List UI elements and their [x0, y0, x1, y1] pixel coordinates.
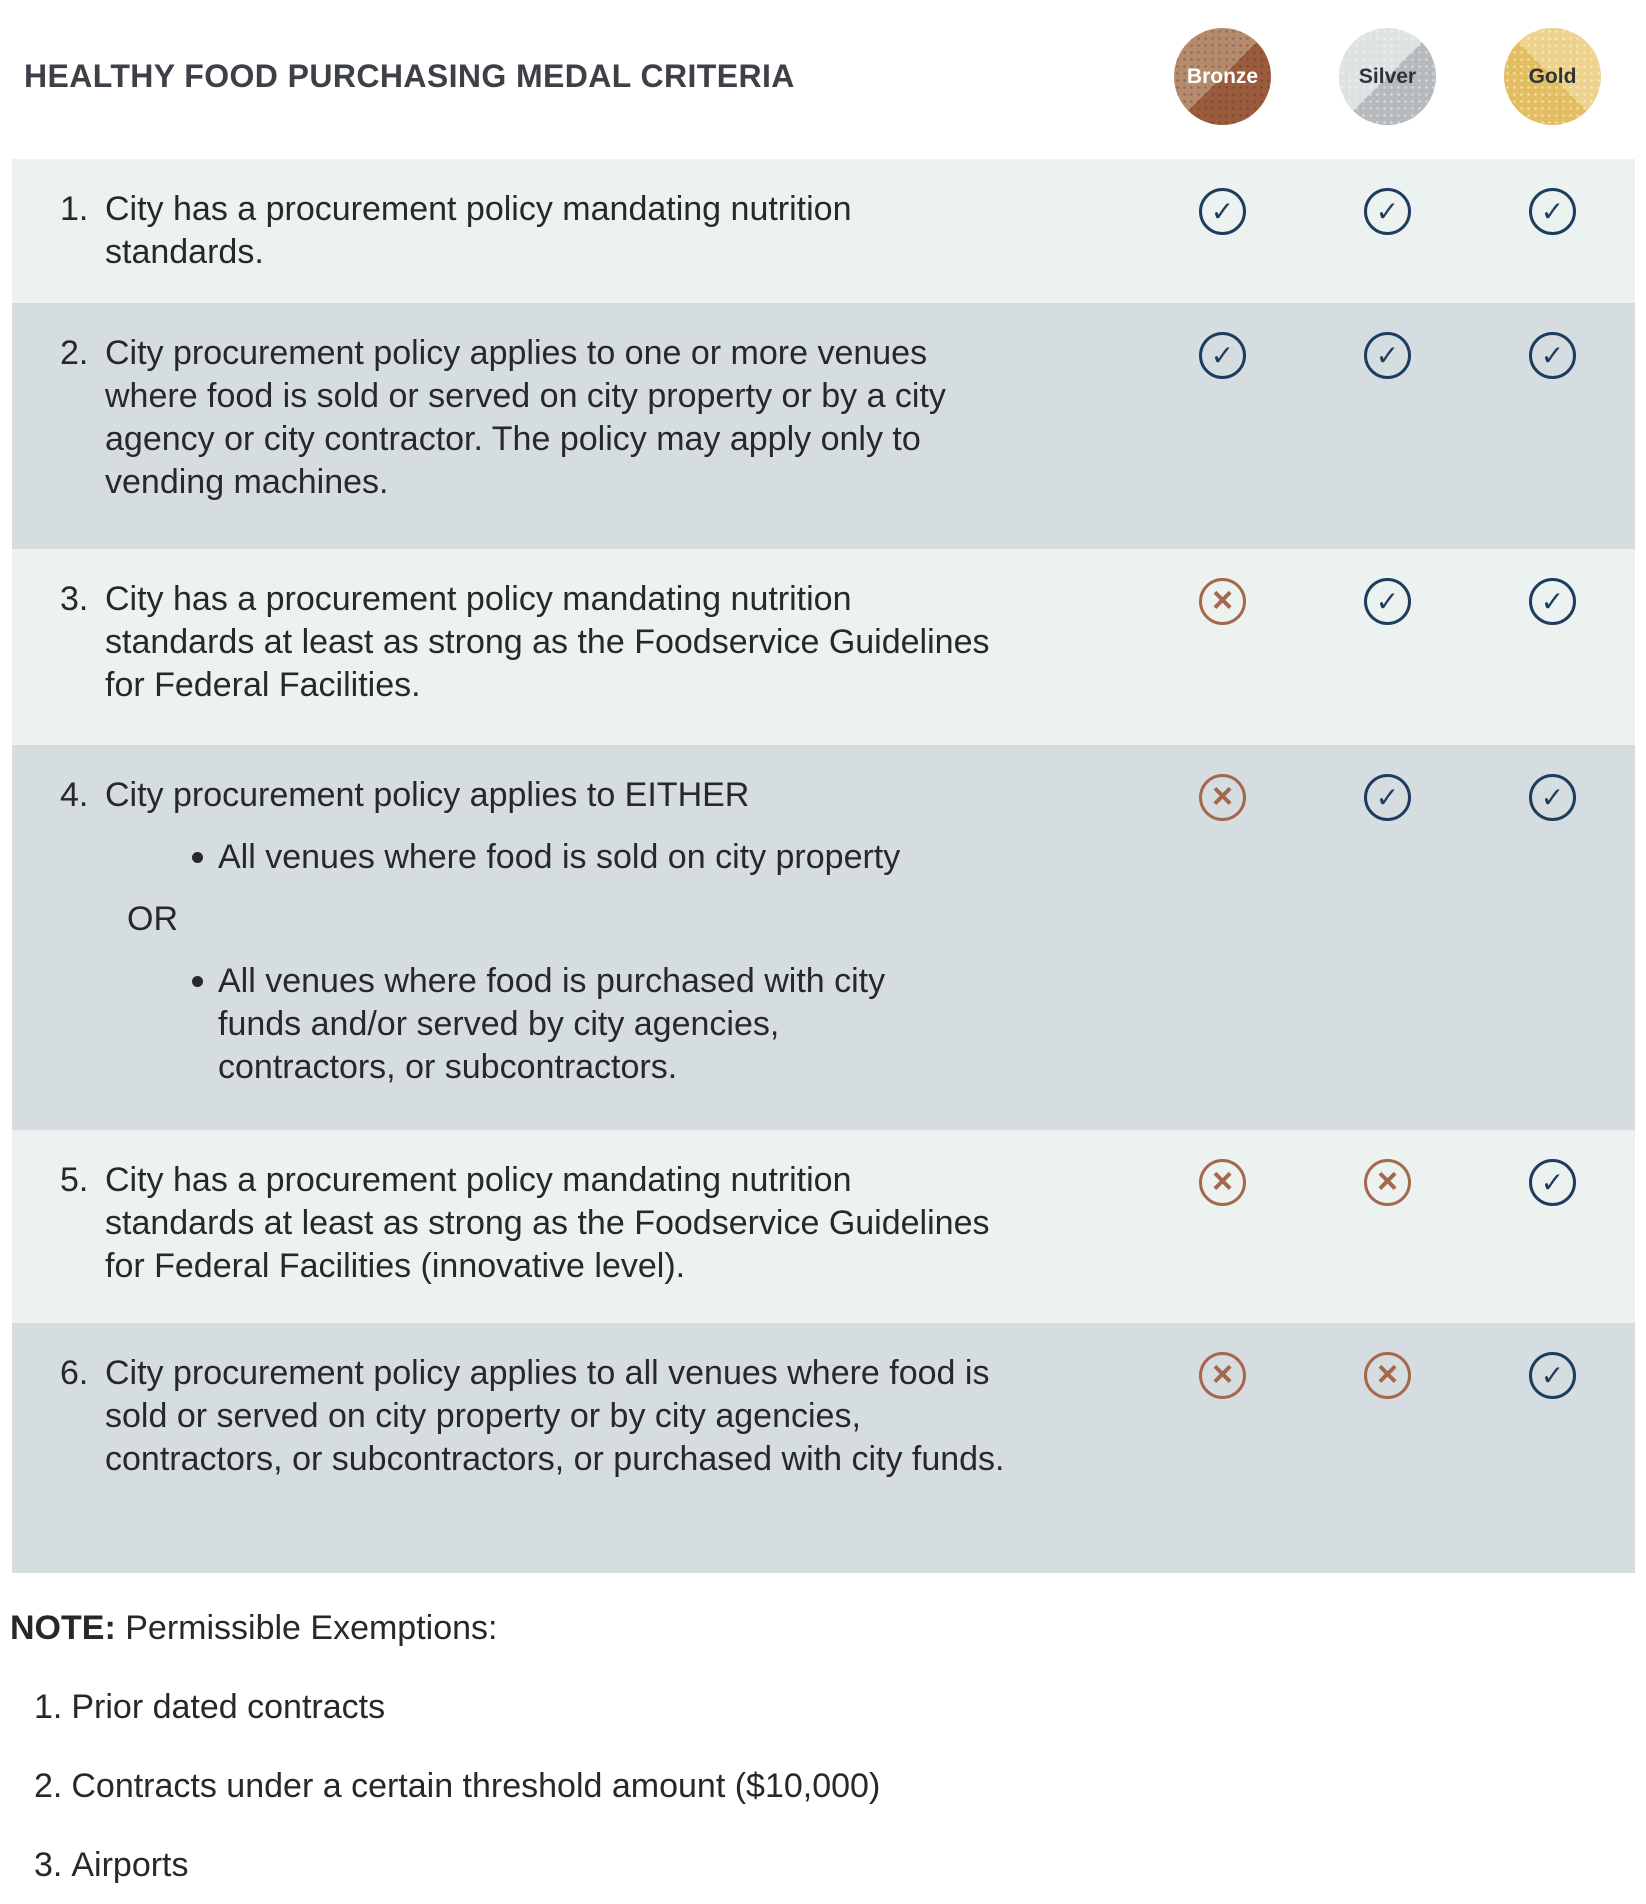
criteria-row-4 — [12, 745, 1635, 1130]
criteria-table — [12, 159, 1635, 1573]
gold-mark-icon — [1529, 774, 1576, 821]
criteria-marks — [1140, 332, 1635, 379]
silver-mark-cell — [1305, 188, 1470, 235]
bronze-mark-icon — [1199, 1352, 1246, 1399]
bullet-dot-icon — [192, 852, 203, 863]
gold-mark-icon — [1529, 332, 1576, 379]
silver-mark-cell — [1305, 1159, 1470, 1206]
note-item-2 — [34, 1765, 1646, 1808]
bronze-mark-cell — [1140, 1159, 1305, 1206]
bronze-mark-icon — [1199, 1159, 1246, 1206]
bronze-mark-cell — [1140, 332, 1305, 379]
silver-medal-badge — [1339, 28, 1436, 125]
gold-mark-cell — [1470, 332, 1635, 379]
gold-medal-badge — [1504, 28, 1601, 125]
bronze-mark-icon — [1199, 774, 1246, 821]
gold-mark-cell — [1470, 188, 1635, 235]
note-item-text: Prior dated contracts — [71, 1688, 386, 1726]
criteria-row-3 — [12, 549, 1635, 745]
note-section — [10, 1607, 1646, 1887]
note-item-number: 2. — [34, 1767, 63, 1805]
criteria-intro: City procurement policy applies to EITHER — [105, 776, 750, 814]
criteria-marks — [1140, 1159, 1635, 1206]
bronze-medal-label: Bronze — [1186, 64, 1259, 88]
silver-mark-icon — [1364, 1352, 1411, 1399]
criteria-marks — [1140, 1352, 1635, 1399]
criteria-text: City has a procurement policy mandating nutrition standards at least as strong as the Foodservice Guidelines for Federal Facilities (innovative level). — [105, 1161, 990, 1285]
bronze-mark-cell — [1140, 578, 1305, 625]
silver-mark-cell — [1305, 774, 1470, 821]
gold-mark-cell — [1470, 578, 1635, 625]
silver-column-header — [1305, 28, 1470, 125]
bullet-item-1 — [192, 836, 942, 879]
criteria-row-5 — [12, 1130, 1635, 1323]
criteria-text: City procurement policy applies to all venues where food is sold or served on city property or by city agencies, contractors, or subcontractors, or purchased with city funds. — [105, 1354, 1005, 1478]
note-item-text: Airports — [71, 1846, 189, 1884]
criteria-number: 5. — [60, 1161, 89, 1199]
note-item-text: Contracts under a certain threshold amount ($10,000) — [71, 1767, 881, 1805]
gold-mark-cell — [1470, 1352, 1635, 1399]
bullet-text: All venues where food is sold on city property — [218, 838, 901, 876]
criteria-number: 2. — [60, 334, 89, 372]
note-label: NOTE: — [10, 1609, 116, 1647]
criteria-number: 6. — [60, 1354, 89, 1392]
silver-mark-cell — [1305, 332, 1470, 379]
silver-mark-icon — [1364, 332, 1411, 379]
criteria-marks — [1140, 578, 1635, 625]
note-item-number: 1. — [34, 1688, 63, 1726]
bullet-dot-icon — [192, 976, 203, 987]
note-heading — [10, 1607, 1646, 1650]
silver-mark-icon — [1364, 774, 1411, 821]
silver-mark-icon — [1364, 188, 1411, 235]
note-item-number: 3. — [34, 1846, 63, 1884]
note-item-3 — [34, 1844, 1646, 1887]
criteria-text: City has a procurement policy mandating nutrition standards at least as strong as the Foodservice Guidelines for Federal Facilities. — [105, 580, 990, 704]
silver-mark-cell — [1305, 578, 1470, 625]
bronze-mark-icon — [1199, 188, 1246, 235]
or-label: OR — [127, 900, 178, 938]
criteria-row-2 — [12, 303, 1635, 549]
gold-mark-icon — [1529, 578, 1576, 625]
gold-mark-icon — [1529, 1352, 1576, 1399]
bullet-text: All venues where food is purchased with city funds and/or served by city agencies, contractors, or subcontractors. — [218, 962, 886, 1086]
criteria-row-1 — [12, 159, 1635, 303]
gold-medal-label: Gold — [1528, 64, 1577, 88]
bronze-medal-badge — [1174, 28, 1271, 125]
criteria-text — [105, 774, 1010, 1089]
bronze-column-header — [1140, 28, 1305, 125]
page-title: HEALTHY FOOD PURCHASING MEDAL CRITERIA — [24, 58, 795, 94]
gold-mark-cell — [1470, 774, 1635, 821]
criteria-text: City procurement policy applies to one or more venues where food is sold or served on city property or by a city agency or city contractor. The policy may apply only to vending machines. — [105, 334, 946, 501]
bullet-item-2 — [192, 960, 942, 1089]
note-title: Permissible Exemptions: — [125, 1609, 498, 1647]
bronze-mark-icon — [1199, 578, 1246, 625]
gold-column-header — [1470, 28, 1635, 125]
medal-column-headers — [1140, 28, 1635, 125]
gold-mark-icon — [1529, 1159, 1576, 1206]
silver-mark-icon — [1364, 578, 1411, 625]
criteria-number: 3. — [60, 580, 89, 618]
bronze-mark-cell — [1140, 1352, 1305, 1399]
criteria-row-6 — [12, 1323, 1635, 1573]
bronze-mark-cell — [1140, 188, 1305, 235]
bronze-mark-cell — [1140, 774, 1305, 821]
silver-mark-icon — [1364, 1159, 1411, 1206]
criteria-number: 4. — [60, 776, 89, 814]
gold-mark-cell — [1470, 1159, 1635, 1206]
bronze-mark-icon — [1199, 332, 1246, 379]
silver-medal-label: Silver — [1358, 64, 1417, 88]
gold-mark-icon — [1529, 188, 1576, 235]
criteria-number: 1. — [60, 190, 89, 228]
note-item-1 — [34, 1686, 1646, 1729]
criteria-text: City has a procurement policy mandating nutrition standards. — [105, 190, 852, 271]
criteria-marks — [1140, 188, 1635, 235]
criteria-marks — [1140, 774, 1635, 821]
table-header — [0, 0, 1646, 125]
silver-mark-cell — [1305, 1352, 1470, 1399]
